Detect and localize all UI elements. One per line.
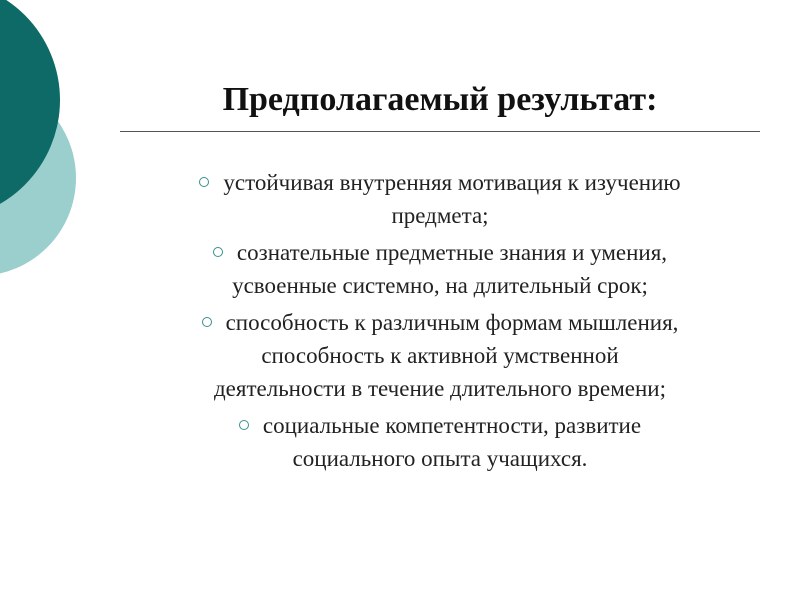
bullet-list [130,166,750,479]
bullet-line: деятельности в течение длительного времени; [213,376,667,401]
circle-bullet-icon [239,420,249,430]
bullet-item [130,306,750,405]
circle-bullet-icon [199,177,209,187]
bullet-item [130,166,750,232]
slide-title: Предполагаемый результат: [222,81,658,118]
bullet-line: устойчивая внутренняя мотивация к изучению [223,170,681,195]
bullet-line: социальные компетентности, развитие [262,413,642,438]
title-divider [120,131,760,132]
bullet-line: социального опыта учащихся. [292,446,588,471]
bullet-line: сознательные предметные знания и умения, [236,240,668,265]
bullet-line: способность к активной умственной [261,343,619,368]
bullet-line: предмета; [391,203,489,228]
bullet-item [130,409,750,475]
bullet-item [130,236,750,302]
bullet-line: способность к различным формам мышления, [225,310,679,335]
circle-bullet-icon [213,247,223,257]
bullet-line: усвоенные системно, на длительный срок; [232,273,648,298]
circle-bullet-icon [202,317,212,327]
